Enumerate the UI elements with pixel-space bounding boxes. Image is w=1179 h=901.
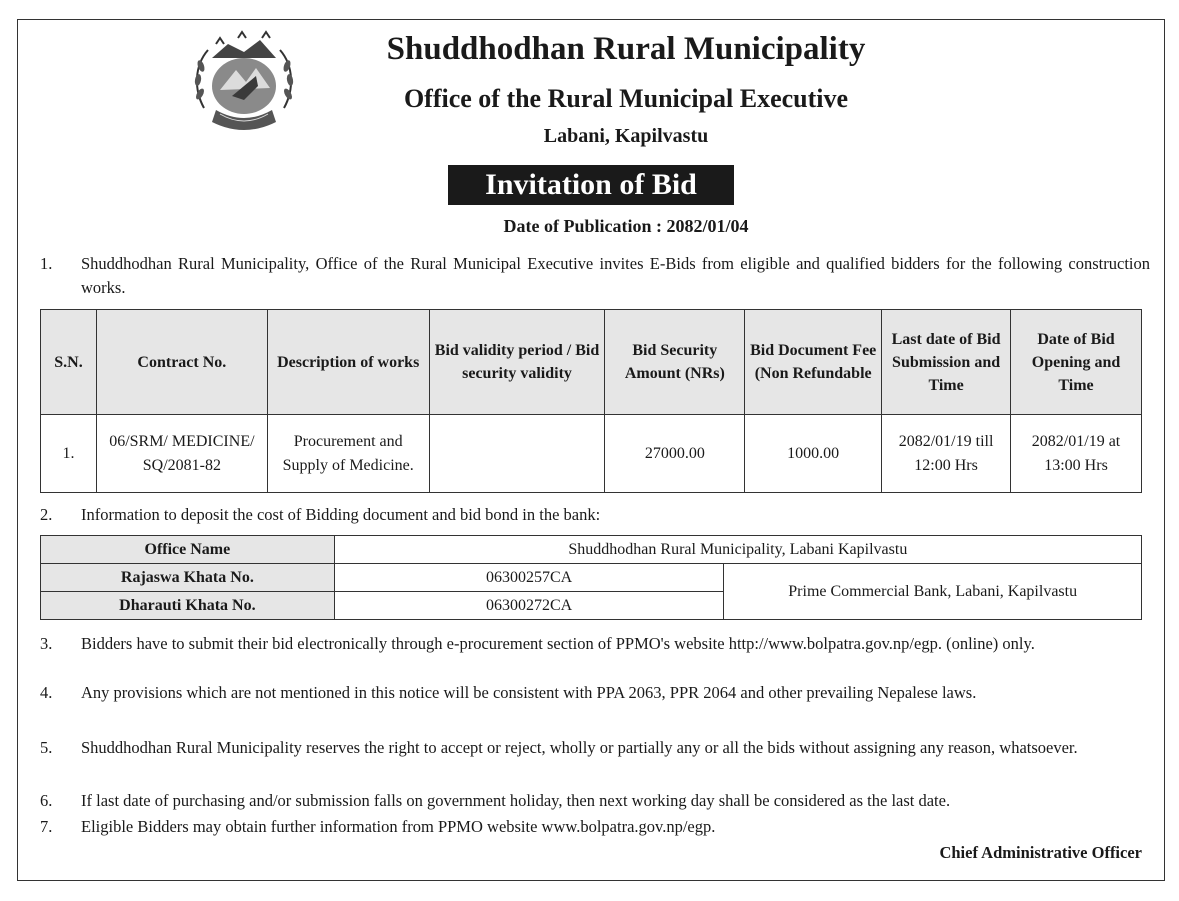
validity-cell — [429, 415, 605, 493]
header-cell: Bid Document Fee (Non Refundable — [745, 310, 882, 415]
security-cell: 27000.00 — [605, 415, 745, 493]
item-number: 3. — [40, 634, 53, 653]
header-cell: Bid Security Amount (NRs) — [605, 310, 745, 415]
bank-name: Prime Commercial Bank, Labani, Kapilvastu — [724, 564, 1142, 620]
rajaswa-value: 06300257CA — [334, 564, 724, 592]
item-number: 7. — [40, 817, 53, 836]
header-cell: Contract No. — [96, 310, 267, 415]
dharauti-label: Dharauti Khata No. — [41, 592, 335, 620]
signatory-title: Chief Administrative Officer — [939, 843, 1142, 862]
item-number: 4. — [40, 683, 53, 702]
item-number: 5. — [40, 738, 53, 757]
office-name-label: Office Name — [41, 536, 335, 564]
dharauti-value: 06300272CA — [334, 592, 724, 620]
item-text: Any provisions which are not mentioned in this notice will be consistent with PPA 2063, PPR 2064 and other prevailing Nepalese laws. — [81, 683, 977, 702]
bank-table — [40, 535, 1142, 620]
notice-item-7 — [40, 815, 1150, 839]
notice-item-4 — [40, 681, 1150, 729]
item-text: If last date of purchasing and/or submission falls on government holiday, then next working day shall be considered as the last date. — [81, 791, 951, 810]
item-text: Eligible Bidders may obtain further information from PPMO website www.bolpatra.gov.np/egp. — [81, 817, 716, 836]
item-number: 2. — [40, 505, 53, 524]
header-cell: Last date of Bid Submission and Time — [882, 310, 1011, 415]
bid-table — [40, 309, 1142, 493]
office-name-value: Shuddhodhan Rural Municipality, Labani Kapilvastu — [334, 536, 1141, 564]
table-row — [41, 415, 1142, 493]
item-number: 6. — [40, 791, 53, 810]
item-number: 1. — [40, 254, 53, 273]
item-text: Information to deposit the cost of Bidding document and bid bond in the bank: — [81, 505, 601, 524]
notice-item-5 — [40, 736, 1150, 784]
office-title: Office of the Rural Municipal Executive — [403, 84, 849, 113]
municipality-emblem-icon — [186, 30, 302, 138]
last-date-cell: 2082/01/19 till 12:00 Hrs — [882, 415, 1011, 493]
notice-item-2 — [40, 503, 1150, 527]
item-text: Bidders have to submit their bid electronically through e-procurement section of PPMO's website http://www.bolpatra.gov.np/egp. (online) only. — [81, 634, 1035, 653]
header-cell: Date of Bid Opening and Time — [1011, 310, 1142, 415]
publication-date: Date of Publication : 2082/01/04 — [503, 216, 749, 236]
org-title: Shuddhodhan Rural Municipality — [386, 31, 866, 67]
item-text: Shuddhodhan Rural Municipality, Office of the Rural Municipal Executive invites E-Bids from eligible and qualified bidders for the following construction works. — [81, 254, 1150, 297]
contract-cell: 06/SRM/ MEDICINE/ SQ/2081-82 — [96, 415, 267, 493]
description-cell: Procurement and Supply of Medicine. — [267, 415, 429, 493]
item-text: Shuddhodhan Rural Municipality reserves the right to accept or reject, wholly or partially any or all the bids without assigning any reason, whatsoever. — [81, 738, 1078, 757]
table-row — [41, 536, 1142, 564]
bid-table-header-row — [41, 310, 1142, 415]
header-cell: Description of works — [267, 310, 429, 415]
table-row — [41, 564, 1142, 592]
sn-cell: 1. — [41, 415, 97, 493]
opening-cell: 2082/01/19 at 13:00 Hrs — [1011, 415, 1142, 493]
header-cell: S.N. — [41, 310, 97, 415]
fee-cell: 1000.00 — [745, 415, 882, 493]
location-title: Labani, Kapilvastu — [543, 125, 709, 147]
notice-item-3 — [40, 632, 1150, 680]
notice-item-1 — [40, 252, 1150, 300]
header-cell: Bid validity period / Bid security validity — [429, 310, 605, 415]
notice-item-6 — [40, 789, 1150, 813]
rajaswa-label: Rajaswa Khata No. — [41, 564, 335, 592]
invitation-banner: Invitation of Bid — [448, 165, 734, 205]
